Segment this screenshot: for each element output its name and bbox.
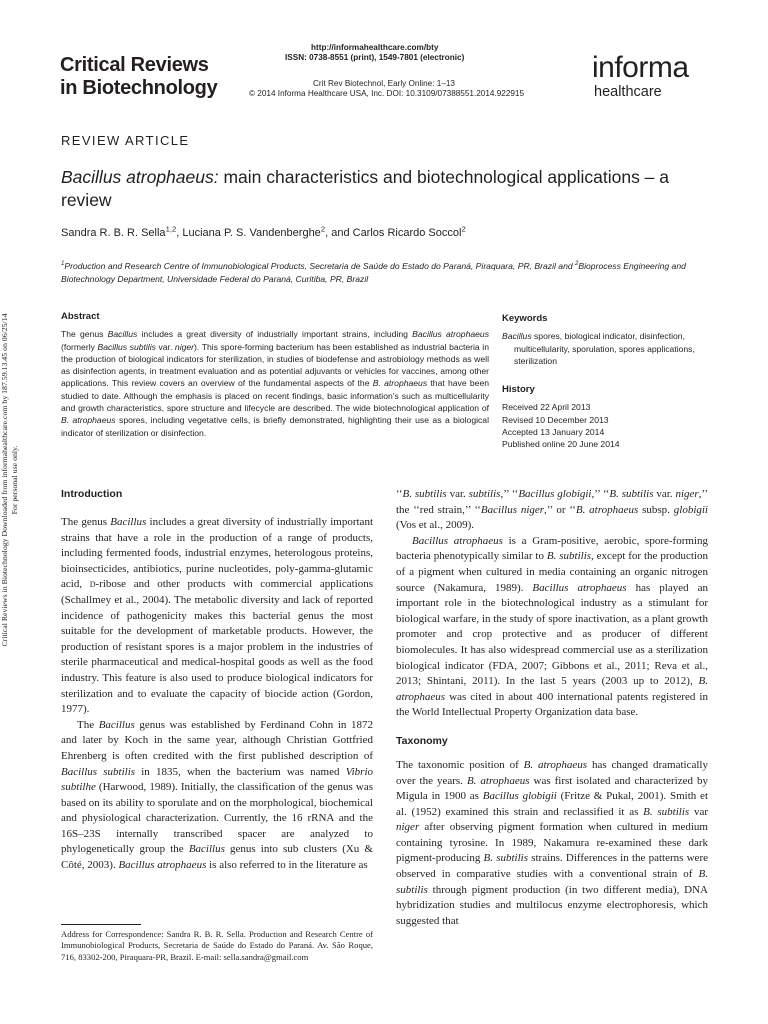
text-fragment: through pigment production (in two different media), DNA hybridization studies and multilocus enzyme electrophoresis, which suggested that [396, 883, 708, 927]
journal-logo [60, 54, 217, 100]
author-separator: , and [325, 227, 353, 239]
history-heading: History [502, 384, 535, 395]
author-3-affiliation: 2 [461, 224, 466, 234]
text-fragment: ,’’ ‘‘ [591, 488, 610, 500]
taxonomy-paragraph [396, 758, 708, 930]
italic-fragment: globigii [673, 503, 708, 516]
italic-fragment: B. subtilis [483, 852, 528, 865]
keywords [502, 313, 717, 367]
italic-fragment: Bacillus atrophaeus [118, 859, 207, 872]
history-published: Published online 20 June 2014 [502, 439, 620, 450]
abstract-italic: Bacillus atrophaeus [412, 329, 489, 340]
text-fragment: ,’’ or ‘‘ [544, 503, 576, 516]
article-history [502, 384, 620, 450]
keyword-italic: Bacillus [502, 331, 532, 342]
body-column-right [396, 487, 708, 929]
text-fragment: ,’’ ‘‘ [500, 488, 519, 500]
abstract-italic: B. atrophaeus [61, 415, 116, 426]
watermark-line-2: For personal use only. [10, 445, 19, 515]
italic-fragment: Bacillus [98, 718, 135, 731]
abstract-text [61, 328, 489, 439]
affiliation-2: Bioprocess Engineering and Biotechnology Department, Universidade Federal do Paraná, Curitiba, PR, Brazil [61, 261, 686, 284]
publisher-subname: healthcare [594, 84, 662, 100]
body-column-left [61, 487, 373, 874]
text-fragment: ‘‘ [396, 488, 403, 500]
text-fragment: subsp. [638, 503, 674, 516]
italic-fragment: niger [396, 821, 420, 834]
keywords-text: spores, biological indicator, disinfection, multicellularity, sporulation, spores applications, sterilization [514, 331, 695, 366]
italic-fragment: subtilis [468, 488, 501, 500]
introduction-heading: Introduction [61, 488, 123, 500]
author-1: Sandra R. B. R. Sella [61, 227, 166, 239]
text-fragment: The genus [61, 516, 111, 528]
text-fragment: The taxonomic position of [396, 758, 524, 771]
author-3: Carlos Ricardo Soccol [352, 227, 462, 239]
italic-fragment: Bacillus [188, 843, 225, 856]
title-species: Bacillus atrophaeus: [61, 167, 219, 187]
publisher-name: informa [592, 51, 689, 84]
affiliation-marker: 1 [61, 261, 65, 268]
italic-fragment: Bacillus globigii [482, 790, 557, 803]
text-fragment: ,’’ the ‘‘red strain,’’ ‘‘ [396, 488, 708, 516]
author-2: Luciana P. S. Vandenberghe [182, 227, 321, 239]
keywords-heading: Keywords [502, 313, 548, 324]
journal-name-line-2: in Biotechnology [60, 77, 218, 99]
italic-fragment: B. subtilis [609, 488, 654, 500]
italic-fragment: B. subtilis [402, 488, 447, 500]
abstract-fragment: spores, including vegetative cells, is briefly demonstrated, highlighting their use as a biological indicator of sterilization or disinfection. [61, 415, 489, 438]
abstract [61, 311, 489, 439]
author-2-affiliation: 2 [320, 224, 326, 234]
affiliation-1: Production and Research Centre of Immunobiological Products, Secretaria de Saúde do Estado do Paraná, Piraquara, PR, Brazil and [64, 261, 576, 271]
italic-fragment: Vibrio subtilhe [61, 765, 373, 794]
italic-fragment: B. subtilis [643, 805, 690, 818]
abstract-fragment: var. [155, 341, 175, 352]
taxonomy-heading: Taxonomy [396, 734, 448, 747]
keywords-list [502, 330, 717, 367]
text-fragment: after observing pigment formation when cultured in medium containing tyrosine. In 1989, Nakamura re-examined these dark pigment-producing [396, 821, 708, 865]
italic-fragment: Bacillus [110, 516, 147, 528]
italic-fragment: Bacillus subtilis [61, 765, 136, 778]
text-fragment: , except for the production of a pigment when cultured in media containing an organic nitrogen source (Nakamura, 1989). [396, 550, 708, 594]
citation: Crit Rev Biotechnol, Early Online: 1–13 [313, 79, 455, 88]
title-rest: main characteristics and biotechnological applications – a review [61, 167, 670, 210]
text-fragment: has played an important role in the biotechnological industry as a stimulant for biological warfare, in the study of spore inactivation, as a plant growth promoter and crop protective and as producer of different biomolecules. It has also widespread commercial use as a sterilization biological indicator (FDA, 2007; Gibbons et al., 2011; Reva et al., 2013; Shintani, 2011). In the last 5 years (2003 up to 2012), [396, 581, 708, 688]
history-accepted: Accepted 13 January 2014 [502, 426, 605, 437]
right-paragraph-2 [396, 534, 708, 721]
text-fragment: -ribose and other products with commercial applications (Schallmey et al., 2004). The metabolic diversity and lack of reported incidence of pathogenicity makes this bacterial genus the most suitable for the development of marketable products. However, the production of resistant spores is a major problem in the industries of sterile pharmaceutical and medical-hospital goods as well as the food industry. This feature is also used to produce biological indicators for sterilization and to evaluate the capacity of biocide action (Gordon, 1977). [61, 578, 373, 716]
text-fragment: var. [653, 488, 676, 500]
italic-fragment: B. atrophaeus [575, 503, 639, 516]
text-fragment: genus was established by Ferdinand Cohn in 1872 and later by Koch in the same year, although Christian Gottfried Ehrenberg is often credited with the first published description of [61, 718, 373, 762]
abstract-italic: Bacillus subtilis [97, 341, 156, 352]
italic-fragment: niger [675, 488, 699, 500]
italic-fragment: B. subtilis [396, 868, 708, 896]
italic-fragment: B. atrophaeus [523, 758, 588, 771]
text-fragment: var. [446, 488, 469, 500]
text-fragment: is also referred to in the literature as [206, 859, 368, 872]
abstract-fragment: The genus [61, 329, 108, 340]
text-fragment: strains. Differences in the patterns were observed in comparative studies with a conventional strain of [396, 852, 708, 881]
history-received: Received 22 April 2013 [502, 402, 591, 413]
right-paragraph-1 [396, 487, 708, 534]
abstract-fragment: that have been studied to date. Although the emphasis is placed on recent findings, basic information’s such as multicellularity and growth characteristics, spore structure and lifecycle are described. The wide biotechnological application of [61, 378, 490, 414]
affiliations [61, 260, 721, 286]
correspondence-footnote: Address for Correspondence: Sandra R. B. R. Sella. Production and Research Centre of Immunobiological Products, Secretaria de Saúde do Estado do Paraná. Av. São Roque, 716, 83302-200, Piraquara-PR, Brazil. E-mail: sella.sandra@gmail.com [61, 929, 373, 962]
italic-fragment: B. atrophaeus [466, 774, 530, 787]
text-fragment: The [77, 718, 99, 731]
italic-fragment: Bacillus globigii [518, 488, 592, 500]
text-fragment: genus into sub clusters (Xu & Côté, 2003). [61, 843, 373, 872]
italic-fragment: Bacillus atrophaeus [532, 581, 627, 594]
text-fragment: was cited in about 400 international patents registered in the World Intellectual Property Organization data base. [396, 690, 708, 719]
author-separator: , [176, 227, 183, 239]
text-fragment: (Fritze & Pukal, 2001). Smith et al. (1952) examined this strain and reclassified it as [396, 790, 708, 818]
abstract-italic: B. atrophaeus [372, 378, 428, 389]
watermark-line-1: Critical Reviews in Biotechnology Downloaded from informahealthcare.com by 187.59.13.45 on 06/25/14 [0, 313, 9, 647]
copyright-doi: © 2014 Informa Healthcare USA, Inc. DOI: 10.3109/07388551.2014.922915 [249, 89, 525, 98]
text-fragment: in 1835, when the bacterium was named [135, 765, 346, 778]
italic-fragment: Bacillus atrophaeus [412, 534, 503, 547]
text-fragment: is a Gram-positive, aerobic, spore-forming bacteria phenotypically similar to [396, 534, 708, 563]
abstract-heading: Abstract [61, 311, 100, 322]
text-fragment: includes a great diversity of industrially important strains that have a role in the production of a range of products, including fermented foods, industrial enzymes, heterologous proteins, bioinsecticides, antibiotics, purine nucleotides, poly-gamma-glutamic acid, [61, 516, 373, 591]
text-fragment: (Harwood, 1989). Initially, the classification of the genus was based on its ability to sporulate and on the morphological, biochemical and physiological characterization. Currently, the 16 rRNA and the 16S–23S internally transcribed spacer are analyzed to phylogenetically group the [61, 781, 373, 856]
article-title [61, 166, 701, 212]
author-1-affiliation: 1,2 [165, 224, 177, 234]
article-type: REVIEW ARTICLE [61, 133, 190, 148]
italic-fragment: B. subtilis [546, 550, 592, 563]
text-fragment: (Vos et al., 2009). [396, 519, 475, 532]
publisher-logo [592, 52, 689, 100]
author-list [61, 224, 466, 239]
italic-fragment: Bacillus niger [480, 503, 545, 516]
footnote-divider [61, 924, 141, 925]
issn: ISSN: 0738-8551 (print), 1549-7801 (electronic) [285, 53, 465, 62]
abstract-fragment: includes a great diversity of industrially important strains, including [137, 329, 413, 340]
affiliation-marker: 2 [575, 261, 579, 268]
intro-paragraph-2 [61, 718, 373, 874]
abstract-fragment: ). This spore-forming bacterium has been established as industrial bacteria in the production of biological indicators for sterilization, in studies of biodefense and astrobiology methods as well as disinfection agents, in treatment evaluation and as potential adjuvants or vehicles for vaccines, among other applications. This review covers an overview of the fundamental aspects of the [61, 341, 489, 389]
italic-fragment: B. atrophaeus [396, 675, 708, 703]
journal-name-line-1: Critical Reviews [60, 54, 209, 76]
intro-paragraph-1 [61, 515, 373, 718]
history-revised: Revised 10 December 2013 [502, 414, 609, 425]
abstract-italic: niger [174, 341, 195, 352]
journal-url[interactable]: http://informahealthcare.com/bty [311, 43, 439, 52]
text-fragment: var [689, 805, 708, 818]
text-fragment: has changed dramatically over the years. [396, 758, 708, 787]
abstract-fragment: (formerly [61, 341, 98, 352]
abstract-italic: Bacillus [107, 329, 138, 340]
text-fragment: was first isolated and characterized by Migula in 1900 as [396, 774, 708, 803]
small-caps-fragment: d [89, 578, 96, 591]
